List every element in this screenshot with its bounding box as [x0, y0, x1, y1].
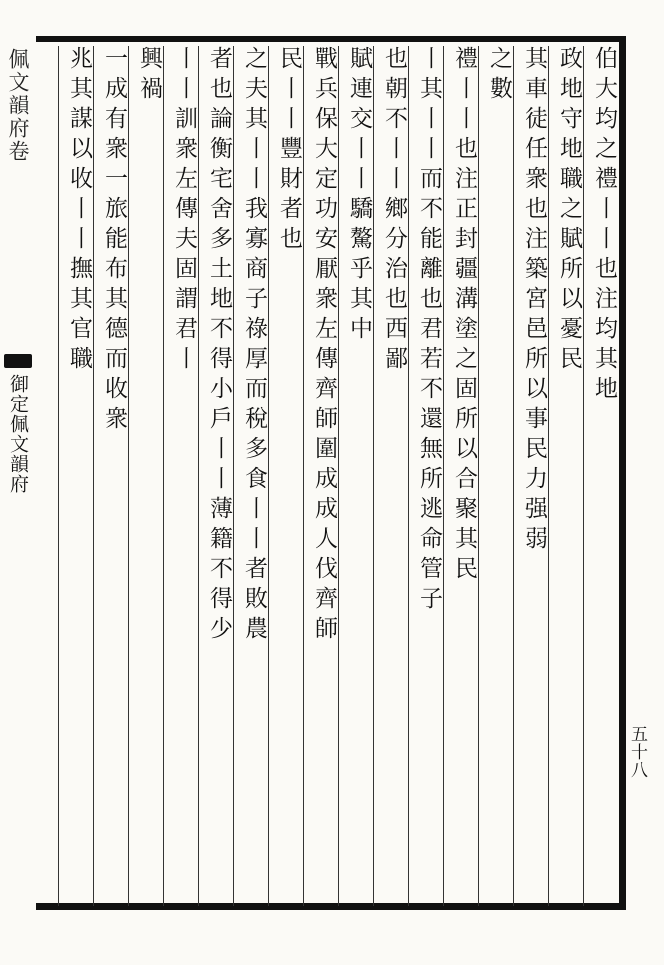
text-column-13 [163, 46, 203, 906]
text-column-1 [583, 46, 623, 906]
column-text: 也朝不丨丨鄉分治也西鄙 [381, 46, 407, 376]
margin-fishtail-mark [4, 354, 32, 368]
column-text: 民丨丨豐財者也 [276, 46, 302, 256]
column-text: 一成有衆一旅能布其德而收衆 [101, 46, 127, 436]
text-column-12 [198, 46, 238, 906]
text-columns [57, 46, 623, 906]
column-text: 者也論衡宅舍多土地不得小戶丨丨薄籍不得少 [206, 46, 232, 646]
text-column-16 [58, 46, 98, 906]
column-text: 之數 [486, 46, 512, 106]
text-column-5 [443, 46, 483, 906]
text-column-8 [338, 46, 378, 906]
text-column-11 [233, 46, 273, 906]
column-text: 伯大均之禮丨丨也注均其地 [591, 46, 617, 406]
column-text: 賦連交丨丨驕驁乎其中 [346, 46, 372, 346]
column-text: 其車徒任衆也注築宮邑所以事民力强弱 [521, 46, 547, 556]
text-column-6 [408, 46, 448, 906]
book-title: 御定佩文韻府 [7, 374, 29, 494]
column-text: 戰兵保大定功安厭衆左傳齊師圍成成人伐齊師 [311, 46, 337, 646]
column-text: 之夫其丨丨我寡商子祿厚而稅多食丨丨者敗農 [241, 46, 267, 646]
column-text: 政地守地職之賦所以憂民 [556, 46, 582, 376]
text-column-7 [373, 46, 413, 906]
column-text: 丨其丨丨而不能離也君若不還無所逃命管子 [416, 46, 442, 616]
folio-number: 五十八 [627, 725, 647, 779]
text-column-10 [268, 46, 308, 906]
margin-header: 佩文韻府卷 [6, 48, 30, 163]
text-column-4 [478, 46, 518, 906]
column-text: 興禍 [136, 46, 162, 106]
text-column-15 [93, 46, 133, 906]
text-column-3 [513, 46, 553, 906]
text-column-14 [128, 46, 168, 906]
text-column-9 [303, 46, 343, 906]
page-margin [0, 42, 36, 906]
column-text: 禮丨丨也注正封疆溝塗之固所以合聚其民 [451, 46, 477, 586]
column-text: 兆其謀以收丨丨撫其官職 [66, 46, 92, 376]
column-text: 丨丨訓衆左傳夫固謂君丨 [171, 46, 197, 376]
text-column-2 [548, 46, 588, 906]
